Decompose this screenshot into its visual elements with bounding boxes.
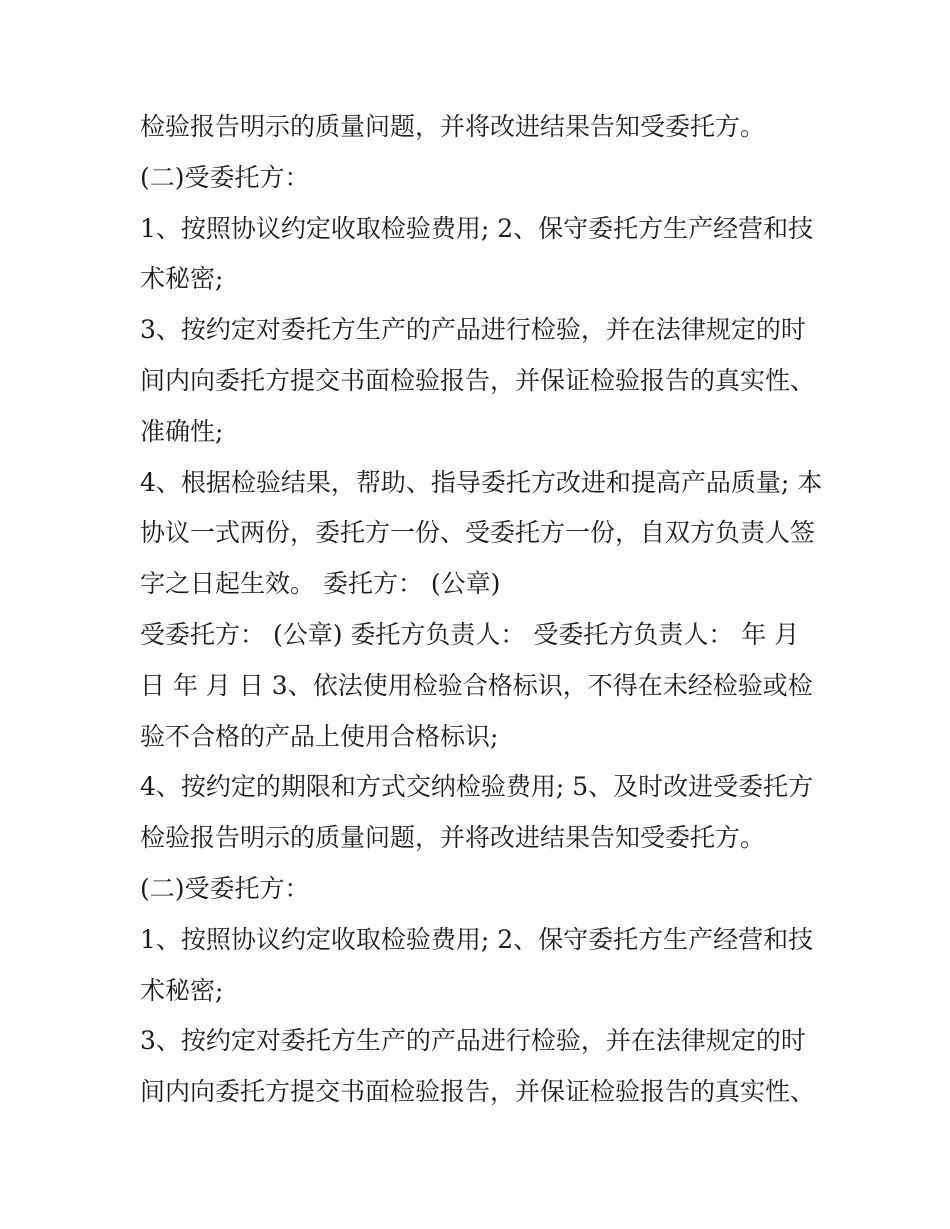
text-line: 4、根据检验结果，帮助、指导委托方改进和提高产品质量; 本 (140, 467, 823, 497)
text-line: 检验报告明示的质量问题，并将改进结果告知受委托方。 (140, 823, 766, 853)
document-body (140, 102, 840, 1118)
text-line: 1、按照协议约定收取检验费用; 2、保守委托方生产经营和技 (140, 924, 814, 954)
text-line: 3、按约定对委托方生产的产品进行检验，并在法律规定的时 (140, 315, 806, 345)
text-line: 协议一式两份，委托方一份、受委托方一份，自双方负责人签 (140, 518, 816, 548)
text-line: 间内向委托方提交书面检验报告，并保证检验报告的真实性、 (140, 365, 816, 395)
text-line: 间内向委托方提交书面检验报告，并保证检验报告的真实性、 (140, 1077, 816, 1107)
text-line: 术秘密; (140, 264, 224, 294)
text-line: 1、按照协议约定收取检验费用; 2、保守委托方生产经营和技 (140, 213, 814, 243)
text-line: 日 年 月 日 3、依法使用检验合格标识，不得在未经检验或检 (140, 670, 813, 700)
text-line: (二)受委托方： (140, 162, 310, 192)
text-line: 验不合格的产品上使用合格标识; (140, 721, 499, 751)
text-line: 受委托方： (公章) 委托方负责人： 受委托方负责人： 年 月 (140, 619, 800, 649)
text-line: 4、按约定的期限和方式交纳检验费用; 5、及时改进受委托方 (140, 772, 814, 802)
text-line: 3、按约定对委托方生产的产品进行检验，并在法律规定的时 (140, 1026, 806, 1056)
text-line: 字之日起生效。 委托方： (公章) (140, 569, 501, 599)
text-line: 检验报告明示的质量问题，并将改进结果告知受委托方。 (140, 112, 766, 141)
text-line: (二)受委托方： (140, 873, 310, 903)
text-line: 准确性; (140, 416, 224, 446)
text-line: 术秘密; (140, 975, 224, 1005)
